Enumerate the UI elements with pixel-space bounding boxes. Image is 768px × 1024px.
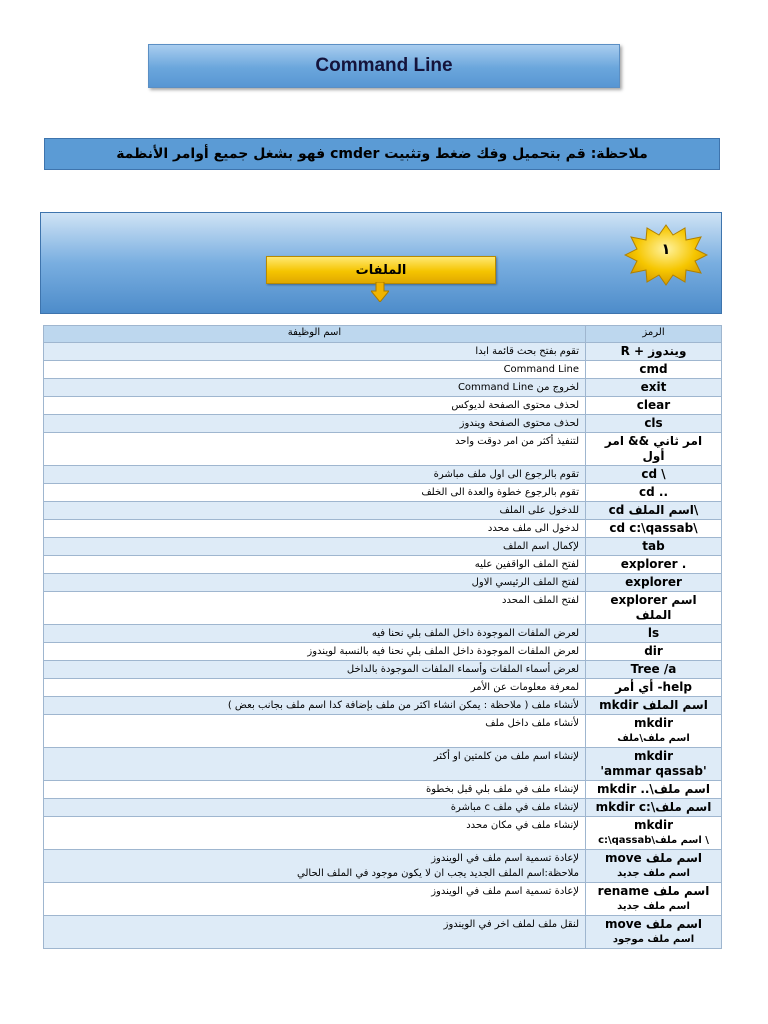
symbol-cell (586, 625, 722, 643)
symbol-text: mkdir (633, 818, 674, 832)
table-row (44, 592, 722, 625)
function-cell: Command Line (44, 361, 586, 379)
symbol-text: Tree /a (630, 662, 677, 676)
function-cell: لعرض الملفات الموجودة داخل الملف بلي نحنا فيه (44, 625, 586, 643)
table-row (44, 715, 722, 748)
table-row (44, 697, 722, 715)
symbol-cell (586, 538, 722, 556)
table-row (44, 502, 722, 520)
function-cell (44, 883, 586, 916)
symbol-text: R + ويندوز (620, 344, 687, 358)
function-cell: تقوم بالرجوع الى اول ملف مباشرة (44, 466, 586, 484)
table-row (44, 883, 722, 916)
symbol-cell (586, 484, 722, 502)
table-row (44, 379, 722, 397)
function-cell: لخروج من Command Line (44, 379, 586, 397)
symbol-cell (586, 916, 722, 949)
section-files-button[interactable] (266, 256, 496, 284)
symbol-text: explorer . (620, 557, 687, 571)
symbol-cell (586, 592, 722, 625)
table-row (44, 781, 722, 799)
function-cell: لإنشاء ملف في مكان محدد (44, 817, 586, 850)
header-symbol: الرمز (586, 326, 722, 343)
symbol-text: dir (644, 644, 663, 658)
table-row (44, 397, 722, 415)
symbol-cell (586, 799, 722, 817)
symbol-cell (586, 715, 722, 748)
function-cell: لمعرفة معلومات عن الأمر (44, 679, 586, 697)
symbol-text: اسم ملف\ملف (617, 733, 690, 744)
function-cell: لدخول الى ملف محدد (44, 520, 586, 538)
table-row (44, 916, 722, 949)
symbol-cell (586, 781, 722, 799)
symbol-text: أي أمر -help (615, 680, 692, 694)
symbol-text: cls (644, 416, 663, 430)
symbol-cell (586, 748, 722, 781)
table-row (44, 817, 722, 850)
table-body (44, 343, 722, 949)
arrow-down-icon (371, 282, 389, 302)
symbol-text: cd .. (639, 485, 668, 499)
symbol-text: mkdir c:\اسم ملف (595, 800, 712, 814)
function-cell: لفتح الملف الرئيسي الاول (44, 574, 586, 592)
table-row (44, 661, 722, 679)
symbol-text: move اسم ملف (604, 851, 702, 865)
title-banner (148, 44, 620, 88)
table-row (44, 538, 722, 556)
table-row (44, 466, 722, 484)
symbol-text: cd c:\qassab\ (609, 521, 698, 535)
function-cell: لعرض الملفات الموجودة داخل الملف بلي نحنا فيه بالنسبة لويندوز (44, 643, 586, 661)
symbol-cell (586, 415, 722, 433)
function-cell (44, 916, 586, 949)
symbol-cell (586, 574, 722, 592)
page-title: Command Line (315, 55, 453, 76)
symbol-text: exit (640, 380, 667, 394)
commands-table (43, 325, 722, 949)
function-cell: تقوم بالرجوع خطوة والعدة الى الخلف (44, 484, 586, 502)
symbol-cell (586, 850, 722, 883)
symbol-cell (586, 379, 722, 397)
function-cell: لإنشاء اسم ملف من كلمتين او أكثر (44, 748, 586, 781)
symbol-text: c:\qassab\اسم ملف \ (598, 835, 709, 846)
function-cell: لفتح الملف الواقفين عليه (44, 556, 586, 574)
symbol-cell (586, 361, 722, 379)
symbol-text: اسم ملف موجود (612, 934, 695, 945)
symbol-text: clear (636, 398, 671, 412)
symbol-text: ls (647, 626, 660, 640)
function-cell: لفتح الملف المحدد (44, 592, 586, 625)
function-cell: لتنفيذ أكثر من امر دوقت واحد (44, 433, 586, 466)
symbol-cell (586, 433, 722, 466)
table-row (44, 799, 722, 817)
symbol-text: اسم ملف جديد (617, 868, 690, 879)
table-row (44, 850, 722, 883)
function-cell: لإكمال اسم الملف (44, 538, 586, 556)
section-number: ١ (661, 240, 671, 258)
symbol-cell (586, 817, 722, 850)
function-cell: لأنشاء ملف داخل ملف (44, 715, 586, 748)
table-row (44, 415, 722, 433)
symbol-text: mkdir (633, 749, 674, 763)
symbol-text: mkdir اسم الملف (599, 698, 708, 712)
symbol-text: mkdir ..\اسم ملف (597, 782, 710, 796)
table-row (44, 520, 722, 538)
function-cell: لحذف محتوى الصفحة ويندوز (44, 415, 586, 433)
function-text: لنقل ملف لملف اخر في الويندوز (443, 919, 579, 930)
function-cell: لأنشاء ملف ( ملاحظة : يمكن انشاء اكثر من ملف بإضافة كدا اسم ملف بجانب بعض ) (44, 697, 586, 715)
symbol-cell (586, 679, 722, 697)
table-row (44, 679, 722, 697)
symbol-cell (586, 883, 722, 916)
symbol-text: explorer اسم الملف (610, 593, 697, 622)
symbol-text: اسم ملف جديد (617, 901, 690, 912)
table-row (44, 556, 722, 574)
function-cell: لحذف محتوى الصفحة لديوكس (44, 397, 586, 415)
symbol-text: امر ثاني && امر أول (604, 434, 703, 463)
note-text: ملاحظة: قم بتحميل وفك ضغط وتثبيت cmder فهو بشغل جميع أوامر الأنظمة (116, 146, 648, 162)
table-header-row (44, 326, 722, 343)
header-function: اسم الوظيفة (44, 326, 586, 343)
symbol-text: 'ammar qassab' (600, 764, 707, 778)
symbol-text: cd اسم الملف\ (608, 503, 699, 517)
table-row (44, 643, 722, 661)
function-cell: تقوم بفتح بحث قائمة ابدا (44, 343, 586, 361)
symbol-text: rename اسم ملف (597, 884, 710, 898)
symbol-text: move اسم ملف (604, 917, 702, 931)
symbol-cell (586, 343, 722, 361)
section-label: الملفات (355, 262, 407, 278)
function-text: لإعادة تسمية اسم ملف في الويندوز (431, 853, 579, 864)
function-cell: لعرض أسماء الملفات وأسماء الملفات الموجودة بالداخل (44, 661, 586, 679)
function-cell (44, 850, 586, 883)
symbol-text: mkdir (633, 716, 674, 730)
symbol-text: explorer (625, 575, 682, 589)
note-bar (44, 138, 720, 170)
symbol-cell (586, 556, 722, 574)
symbol-cell (586, 520, 722, 538)
symbol-cell (586, 397, 722, 415)
table-row (44, 484, 722, 502)
symbol-cell (586, 697, 722, 715)
table-row (44, 433, 722, 466)
table-row (44, 361, 722, 379)
function-cell: للدخول على الملف (44, 502, 586, 520)
symbol-text: cd \ (641, 467, 666, 481)
symbol-cell (586, 502, 722, 520)
table-row (44, 625, 722, 643)
function-cell: لإنشاء ملف في ملف c مباشرة (44, 799, 586, 817)
table-row (44, 574, 722, 592)
symbol-text: tab (642, 539, 665, 553)
symbol-cell (586, 661, 722, 679)
function-text: ملاحظة:اسم الملف الجديد يجب ان لا يكون موجود في الملف الحالي (297, 868, 579, 879)
function-text: لإعادة تسمية اسم ملف في الويندوز (431, 886, 579, 897)
table-row (44, 343, 722, 361)
table-row (44, 748, 722, 781)
symbol-cell (586, 643, 722, 661)
function-cell: لإنشاء ملف في ملف بلي قبل بخطوة (44, 781, 586, 799)
symbol-text: cmd (639, 362, 668, 376)
symbol-cell (586, 466, 722, 484)
